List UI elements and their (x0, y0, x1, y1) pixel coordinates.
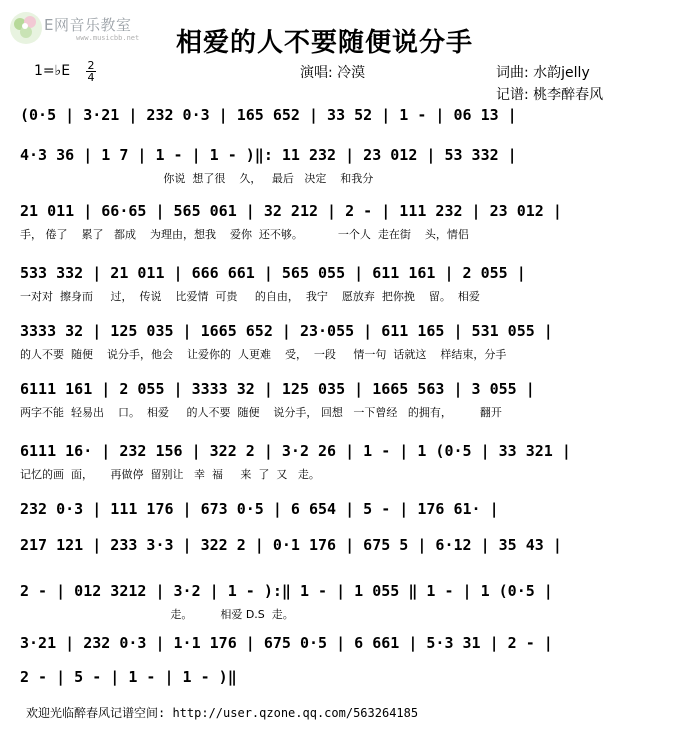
line-notes: 21 011 | 66·65 | 565 061 | 32 212 | 2 - | 111 232 | 23 012 | (20, 202, 562, 220)
logo-url-text: www.musicbb.net (76, 34, 140, 42)
meter-top: 2 (87, 59, 95, 72)
line-notes: (0·5 | 3·21 | 232 0·3 | 165 652 | 33 52 | 1 - | 06 13 | (20, 106, 517, 124)
logo-brand-text: E网音乐教室 (44, 16, 132, 34)
transcriber-credit: 记谱: 桃李醉春风 (496, 87, 604, 103)
line-notes: 217 121 | 233 3·3 | 322 2 | 0·1 176 | 675 5 | 6·12 | 35 43 | (20, 536, 562, 554)
line-notes: 6111 161 | 2 055 | 3333 32 | 125 035 | 1665 563 | 3 055 | (20, 380, 535, 398)
line-notes: 3·21 | 232 0·3 | 1·1 176 | 675 0·5 | 6 661 | 5·3 31 | 2 - | (20, 634, 553, 652)
lyricist-credit: 词曲: 水韵jelly (496, 65, 590, 81)
line-notes: 6111 16· | 232 156 | 322 2 | 3·2 26 | 1 - | 1 (0·5 | 33 321 | (20, 442, 571, 460)
line-lyrics: 记忆的画 面， 再做停 留别让 幸 福 来 了 又 走。 (20, 468, 320, 481)
line-lyrics: 你说 想了很 久， 最后 决定 和我分 (20, 172, 374, 185)
song-title: 相爱的人不要随便说分手 (176, 28, 474, 58)
line-lyrics: 的人不要 随便 说分手，他会 让爱你的 人更难 受， 一段 情一句 话就这 样结束，分手 (20, 348, 507, 361)
flower-logo-icon (8, 10, 44, 46)
line-lyrics: 一对对 擦身而 过， 传说 比爱情 可贵 的自由， 我宁 愿放弃 把你挽 留。 相爱 (20, 290, 480, 303)
line-notes: 4·3 36 | 1 7 | 1 - | 1 - )‖: 11 232 | 23 012 | 53 332 | (20, 146, 517, 164)
footer-text: 欢迎光临醉春风记谱空间: http://user.qzone.qq.com/563264185 (26, 706, 419, 720)
line-notes: 232 0·3 | 111 176 | 673 0·5 | 6 654 | 5 - | 176 61· | (20, 500, 499, 518)
line-notes: 533 332 | 21 011 | 666 661 | 565 055 | 611 161 | 2 055 | (20, 264, 526, 282)
line-notes: 2 - | 5 - | 1 - | 1 - )‖ (20, 668, 237, 686)
line-notes: 3333 32 | 125 035 | 1665 652 | 23·055 | 611 165 | 531 055 | (20, 322, 553, 340)
line-lyrics: 手， 倦了 累了 都成 为理由，想我 爱你 还不够。 一个人 走在街 头，情侣 (20, 228, 469, 241)
singer-credit: 演唱: 冷漠 (300, 65, 366, 81)
site-logo (6, 6, 166, 54)
time-signature (86, 60, 96, 83)
line-lyrics: 走。 相爱 D.S 走。 (20, 608, 294, 621)
line-lyrics: 两字不能 轻易出 口。 相爱 的人不要 随便 说分手， 回想 一下曾经 的拥有， 翻开 (20, 406, 502, 419)
key-signature: 1=♭E (34, 63, 71, 79)
meter-bottom: 4 (87, 71, 95, 84)
line-notes: 2 - | 012 3212 | 3·2 | 1 - ):‖ 1 - | 1 055 ‖ 1 - | 1 (0·5 | (20, 582, 553, 600)
